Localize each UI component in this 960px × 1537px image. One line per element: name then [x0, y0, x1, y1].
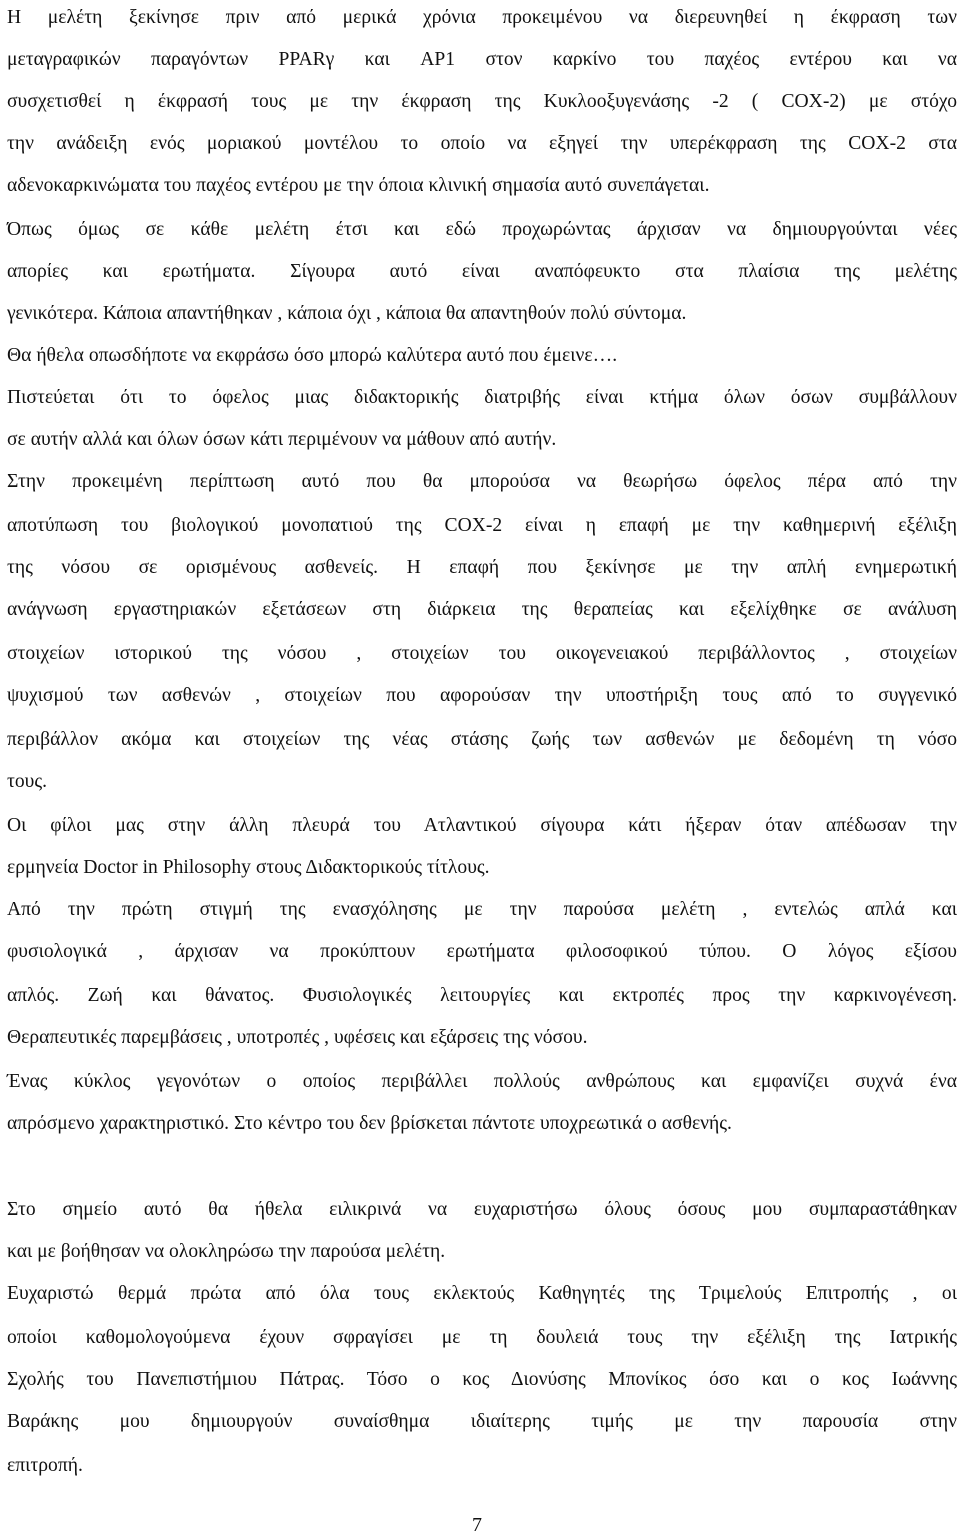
text-line: συσχετισθεί η έκφρασή τους με την έκφραση της Κυκλοοξυγενάσης -2 ( COX-2) με στόχο — [7, 91, 957, 112]
text-line: τους. — [7, 771, 48, 792]
text-line: Στην προκειμένη περίπτωση αυτό που θα μπορούσα να θεωρήσω όφελος πέρα από την — [7, 471, 957, 492]
text-line: μεταγραφικών παραγόντων PPARγ και AP1 στον καρκίνο του παχέος εντέρου και να — [7, 49, 957, 70]
text-line: Η μελέτη ξεκίνησε πριν από μερικά χρόνια προκειμένου να διερευνηθεί η έκφραση των — [7, 7, 957, 28]
text-line: Οι φίλοι μας στην άλλη πλευρά του Ατλαντικού σίγουρα κάτι ήξεραν όταν απέδωσαν την — [7, 815, 957, 836]
text-line: αποτύπωση του βιολογικού μονοπατιού της COX-2 είναι η επαφή με την καθημερινή εξέλιξη — [7, 515, 957, 536]
text-line: Στο σημείο αυτό θα ήθελα ειλικρινά να ευχαριστήσω όλους όσους μου συμπαραστάθηκαν — [7, 1199, 957, 1220]
text-line: αδενοκαρκινώματα του παχέος εντέρου με την όποια κλινική σημασία αυτό συνεπάγεται. — [7, 175, 710, 196]
text-line: της νόσου σε ορισμένους ασθενείς. Η επαφή που ξεκίνησε με την απλή ενημερωτική — [7, 557, 957, 578]
text-line: ανάγνωση εργαστηριακών εξετάσεων στη διάρκεια της θεραπείας και εξελίχθηκε σε ανάλυση — [7, 599, 957, 620]
text-line: απρόσμενο χαρακτηριστικό. Στο κέντρο του δεν βρίσκεται πάντοτε υποχρεωτικά ο ασθενής. — [7, 1113, 732, 1134]
text-line: σε αυτήν αλλά και όλων όσων κάτι περιμένουν να μάθουν από αυτήν. — [7, 429, 557, 450]
text-line: περιβάλλον ακόμα και στοιχείων της νέας στάσης ζωής των ασθενών με δεδομένη τη νόσο — [7, 729, 957, 750]
page-number: 7 — [472, 1514, 482, 1536]
text-line: Πιστεύεται ότι το όφελος μιας διδακτορικής διατριβής είναι κτήμα όλων όσων συμβάλλουν — [7, 387, 957, 408]
text-line: την ανάδειξη ενός μοριακού μοντέλου το οποίο να εξηγεί την υπερέκφραση της COX-2 στα — [7, 133, 957, 154]
text-line: Θεραπευτικές παρεμβάσεις , υποτροπές , υφέσεις και εξάρσεις της νόσου. — [7, 1027, 588, 1048]
text-line: Ένας κύκλος γεγονότων ο οποίος περιβάλλει πολλούς ανθρώπους και εμφανίζει συχνά ένα — [7, 1071, 957, 1092]
text-line: απορίες και ερωτήματα. Σίγουρα αυτό είναι αναπόφευκτο στα πλαίσια της μελέτης — [7, 261, 957, 282]
text-line: Ευχαριστώ θερμά πρώτα από όλα τους εκλεκτούς Καθηγητές της Τριμελούς Επιτροπής , οι — [7, 1283, 957, 1304]
text-line: Από την πρώτη στιγμή της ενασχόλησης με την παρούσα μελέτη , εντελώς απλά και — [7, 899, 957, 920]
text-line: ερμηνεία Doctor in Philosophy στους Διδακτορικούς τίτλους. — [7, 857, 490, 878]
text-line: και με βοήθησαν να ολοκληρώσω την παρούσα μελέτη. — [7, 1241, 446, 1262]
text-line: στοιχείων ιστορικού της νόσου , στοιχείων του οικογενειακού περιβάλλοντος , στοιχείων — [7, 643, 957, 664]
text-line: ψυχισμού των ασθενών , στοιχείων που αφορούσαν την υποστήριξη τους από το συγγενικό — [7, 685, 957, 706]
text-line: φυσιολογικά , άρχισαν να προκύπτουν ερωτήματα φιλοσοφικού τύπου. Ο λόγος εξίσου — [7, 941, 957, 962]
text-line: γενικότερα. Κάποια απαντήθηκαν , κάποια όχι , κάποια θα απαντηθούν πολύ σύντομα. — [7, 303, 687, 324]
text-line: επιτροπή. — [7, 1455, 83, 1476]
text-line: οποίοι καθομολογούμενα έχουν σφραγίσει με τη δουλειά τους την εξέλιξη της Ιατρικής — [7, 1327, 957, 1348]
text-line: Θα ήθελα οπωσδήποτε να εκφράσω όσο μπορώ καλύτερα αυτό που έμεινε…. — [7, 345, 618, 366]
text-line: Σχολής του Πανεπιστήμιου Πάτρας. Τόσο ο κος Διονύσης Μπονίκος όσο και ο κος Ιωάννης — [7, 1369, 957, 1390]
text-line: απλός. Ζωή και θάνατος. Φυσιολογικές λειτουργίες και εκτροπές προς την καρκινογένεση. — [7, 985, 957, 1006]
text-line: Βαράκης μου δημιουργούν συναίσθημα ιδιαίτερης τιμής με την παρουσία στην — [7, 1411, 957, 1432]
text-line: Όπως όμως σε κάθε μελέτη έτσι και εδώ προχωρώντας άρχισαν να δημιουργούνται νέες — [7, 219, 957, 240]
